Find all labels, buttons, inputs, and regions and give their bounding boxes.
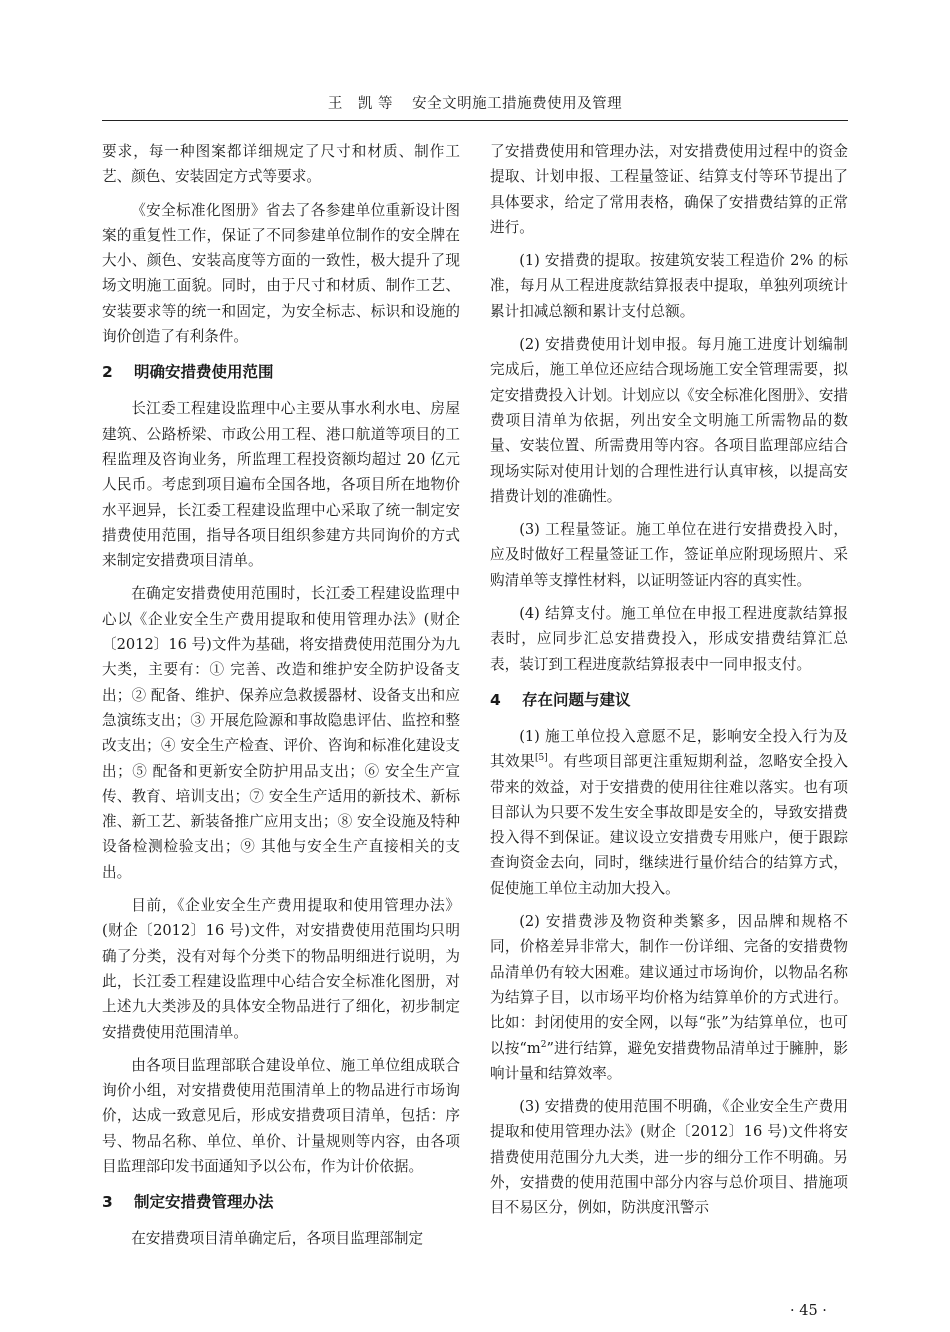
paragraph: (1) 安措费的提取。按建筑安装工程造价 2% 的标准，每月从工程进度款结算报表中提取，单独列项统计累计扣减总额和累计支付总额。 [490, 252, 848, 320]
paragraph-text: (2) 安措费涉及物资种类繁多，因品牌和规格不同，价格差异非常大，制作一份详细、完备的安措费物品清单仍有较大困难。建议通过市场询价，以物品名称为结算子目，以市场平均价格为结算单价的方式进行。比如：封闭使用的安全网，以每“张”为结算单位，也可以按“m [490, 913, 848, 1057]
section-title: 存在问题与建议 [522, 690, 631, 709]
paragraph-text: (1) 施工单位投入意愿不足，影响安全投入行为及其效果 [490, 727, 848, 771]
paragraph: 了安措费使用和管理办法，对安措费使用过程中的资金提取、计划申报、工程量签证、结算支付等环节提出了具体要求，给定了常用表格，确保了安措费结算的正常进行。 [490, 143, 848, 236]
paragraph: (3) 工程量签证。施工单位在进行安措费投入时，应及时做好工程量签证工作，签证单应附现场照片、采购清单等支撑性材料，以证明签证内容的真实性。 [490, 521, 848, 589]
paragraph [490, 724, 848, 901]
paragraph: (4) 结算支付。施工单位在申报工程进度款结算报表时，应同步汇总安措费投入，形成安措费结算汇总表，装订到工程进度款结算报表中一同申报支付。 [490, 605, 848, 673]
paragraph-text: ”进行结算，避免安措费物品清单过于臃肿，影响计量和结算效率。 [490, 1039, 848, 1082]
paragraph: 由各项目监理部联合建设单位、施工单位组成联合询价小组，对安措费使用范围清单上的物品进行市场询价，达成一致意见后，形成安措费项目清单，包括：序号、物品名称、单位、单价、计量规则等内容，由各项目监理部印发书面通知予以公布，作为计价依据。 [102, 1056, 460, 1175]
section-title: 制定安措费管理办法 [134, 1193, 274, 1212]
paragraph [490, 909, 848, 1086]
paragraph: (2) 安措费使用计划申报。每月施工进度计划编制完成后，施工单位还应结合现场施工安全管理需要，拟定安措费投入计划。计划应以《安全标准化图册》、安措费项目清单为依据，列出安全文明施工所需物品的数量、安装位置、所需费用等内容。各项目监理部应结合现场实际对使用计划的合理性进行认真审核，以提高安措费计划的准确性。 [490, 336, 848, 505]
paragraph: 要求，每一种图案都详细规定了尺寸和材质、制作工艺、颜色、安装固定方式等要求。 [102, 143, 460, 186]
section-heading-2 [102, 361, 460, 383]
paragraph: 在安措费项目清单确定后，各项目监理部制定 [131, 1230, 424, 1248]
paragraph: 目前，《企业安全生产费用提取和使用管理办法》(财企〔2012〕16 号)文件，对安措费使用范围均只明确了分类，没有对每个分类下的物品明细进行说明，为此，长江委工程建设监理中心结合安全标准化图册，对上述九大类涉及的具体安全物品进行了细化，初步制定安措费使用范围清单。 [102, 897, 460, 1041]
running-header [102, 92, 848, 113]
section-heading-4 [490, 689, 848, 711]
section-number: 4 [490, 690, 501, 709]
paragraph: (3) 安措费的使用范围不明确，《企业安全生产费用提取和使用管理办法》(财企〔2012〕16 号)文件将安措费使用范围分九大类，进一步的细分工作不明确。另外，安措费的使用范围中部分内容与总价项目、措施项目不易区分，例如，防洪度汛警示 [490, 1098, 848, 1217]
paragraph: 长江委工程建设监理中心主要从事水利水电、房屋建筑、公路桥梁、市政公用工程、港口航道等项目的工程监理及咨询业务，所监理工程投资额均超过 20 亿元人民币。考虑到项目遍布全国各地，各项目所在地物价水平迥异，长江委工程建设监理中心采取了统一制定安措费使用范围，指导各项目组织参建方共同询价的方式来制定安措费项目清单。 [102, 400, 460, 570]
section-number: 3 [102, 1193, 113, 1212]
paragraph: 《安全标准化图册》省去了各参建单位重新设计图案的重复性工作，保证了不同参建单位制作的安全牌在大小、颜色、安装高度等方面的一致性，极大提升了现场文明施工面貌。同时，由于尺寸和材质、制作工艺、安装要求等的统一和固定，为安全标志、标识和设施的询价创造了有利条件。 [102, 201, 460, 346]
right-column [490, 139, 848, 1229]
section-number: 2 [102, 363, 113, 382]
header-title: 安全文明施工措施费使用及管理 [412, 96, 623, 112]
superscript: 2 [540, 1039, 547, 1050]
paragraph-text: 。有些项目部更注重短期利益，忽略安全投入带来的效益，对于安措费的使用往往难以落实。也有项目部认为只要不发生安全事故即是安全的，导致安措费投入得不到保证。建议设立安措费专用账户，便于跟踪查询资金去向，同时，继续进行量价结合的结算方式，促使施工单位主动加大投入。 [490, 753, 848, 897]
citation-ref: [5] [535, 753, 548, 764]
section-title: 明确安措费使用范围 [134, 363, 274, 382]
section-heading-3 [102, 1191, 460, 1213]
page-number: · 45 · [790, 1303, 827, 1319]
header-rule [102, 120, 848, 121]
paragraph: 在确定安措费使用范围时，长江委工程建设监理中心以《企业安全生产费用提取和使用管理办法》(财企〔2012〕16 号)文件为基础，将安措费使用范围分为九大类，主要有：① 完善、改造和维护安全防护设备支出；② 配备、维护、保养应急救援器材、设备支出和应急演练支出；③ 开展危险源和事故隐患评估、监控和整改支出；④ 安全生产检查、评价、咨询和标准化建设支出；⑤ 配备和更新安全防护用品支出；⑥ 安全生产宣传、教育、培训支出；⑦ 安全生产适用的新技术、新标准、新工艺、新装备推广应用支出；⑧ 安全设施及特种设备检测检验支出；⑨ 其他与安全生产直接相关的支出。 [102, 585, 460, 881]
left-column [102, 139, 460, 1260]
header-authors: 王 凯 等 [327, 96, 393, 112]
